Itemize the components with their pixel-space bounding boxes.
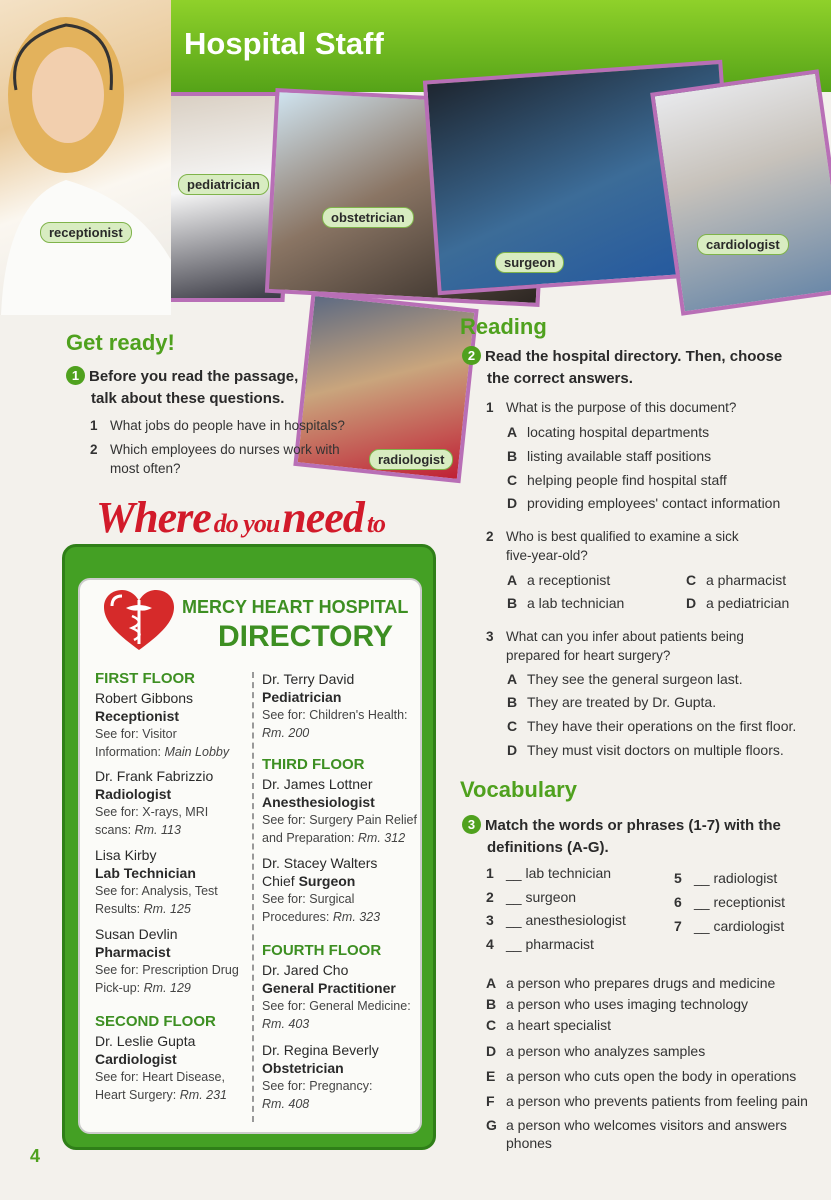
answer-option[interactable]: D They must visit doctors on multiple floors. bbox=[507, 742, 784, 758]
option-text: a receptionist bbox=[527, 572, 611, 588]
option-text: locating hospital departments bbox=[527, 424, 710, 440]
entry-room: Main Lobby bbox=[164, 745, 230, 759]
entry-name: Susan Devlin bbox=[95, 926, 178, 942]
definition-text: a person who prevents patients from feeling pain bbox=[506, 1093, 808, 1109]
entry-name: Dr. Terry David bbox=[262, 671, 355, 687]
label-receptionist: receptionist bbox=[40, 222, 132, 243]
vocab-word: 3 __ anesthesiologist bbox=[486, 912, 626, 928]
entry-see-for: See for: Pregnancy: bbox=[262, 1079, 373, 1093]
entry-room: Rm. 323 bbox=[332, 910, 381, 924]
entry-see-for: Results: bbox=[95, 902, 144, 916]
word-text: cardiologist bbox=[713, 918, 785, 934]
entry-see-for: See for: General Medicine: bbox=[262, 999, 411, 1013]
label-radiologist: radiologist bbox=[369, 449, 453, 470]
reading-question-1 bbox=[486, 398, 736, 417]
title-word: do you bbox=[213, 509, 280, 538]
entry-see-for: and Preparation: bbox=[262, 831, 358, 845]
definition: E a person who cuts open the body in operations bbox=[486, 1068, 797, 1084]
question-number: 1 bbox=[90, 418, 98, 433]
vocabulary-heading: Vocabulary bbox=[460, 777, 577, 802]
receptionist-figure bbox=[0, 0, 171, 315]
definition-text: a person who uses imaging technology bbox=[506, 996, 749, 1012]
entry-see-for: scans: bbox=[95, 823, 135, 837]
option-text: listing available staff positions bbox=[527, 448, 712, 464]
option-text: They have their operations on the first floor. bbox=[527, 718, 797, 734]
answer-option[interactable]: B listing available staff positions bbox=[507, 448, 712, 464]
entry-see-for: Procedures: bbox=[262, 910, 333, 924]
definition-text: a person who welcomes visitors and answers bbox=[506, 1117, 787, 1133]
question-number: 3 bbox=[486, 629, 494, 644]
entry-see-for: See for: Analysis, Test bbox=[95, 884, 218, 898]
entry-role: Anesthesiologist bbox=[262, 794, 375, 810]
entry-name: Dr. Jared Cho bbox=[262, 962, 349, 978]
entry-see-for: Information: bbox=[95, 745, 165, 759]
entry-room: Rm. 231 bbox=[179, 1088, 228, 1102]
floor-heading-first: FIRST FLOOR bbox=[95, 670, 195, 687]
question-text: Which employees do nurses work with bbox=[110, 442, 340, 457]
task-text-line1: Read the hospital directory. Then, choose bbox=[485, 348, 783, 365]
task-text-line2: the correct answers. bbox=[487, 370, 633, 387]
floor-heading-second: SECOND FLOOR bbox=[95, 1013, 216, 1030]
directory-entry bbox=[95, 846, 263, 918]
definition-text: a person who cuts open the body in operations bbox=[506, 1068, 797, 1084]
directory-entry bbox=[95, 1032, 263, 1104]
label-obstetrician: obstetrician bbox=[322, 207, 414, 228]
definition-text: a heart specialist bbox=[506, 1017, 612, 1033]
option-text: They must visit doctors on multiple floors. bbox=[527, 742, 784, 758]
heart-caduceus-logo bbox=[104, 590, 174, 652]
vocab-word: 6 __ receptionist bbox=[674, 894, 786, 910]
directory-entry bbox=[95, 925, 263, 997]
definition: G a person who welcomes visitors and answers phones bbox=[486, 1117, 787, 1151]
option-text: They are treated by Dr. Gupta. bbox=[527, 694, 717, 710]
entry-name: Dr. James Lottner bbox=[262, 776, 373, 792]
answer-option[interactable]: C They have their operations on the first floor. bbox=[507, 718, 797, 734]
answer-option[interactable]: A They see the general surgeon last. bbox=[507, 671, 743, 687]
definition: A a person who prepares drugs and medicine bbox=[486, 975, 776, 991]
title-word: Where bbox=[96, 493, 211, 542]
directory-entry bbox=[95, 689, 263, 761]
definition-text: a person who analyzes samples bbox=[506, 1043, 706, 1059]
reading-heading: Reading bbox=[460, 314, 547, 339]
directory-entry bbox=[262, 670, 430, 742]
entry-name: Dr. Stacey Walters bbox=[262, 855, 378, 871]
label-pediatrician: pediatrician bbox=[178, 174, 269, 195]
word-text: radiologist bbox=[713, 870, 778, 886]
vocab-word: 4 __ pharmacist bbox=[486, 936, 594, 952]
entry-see-for: See for: Children's Health: bbox=[262, 708, 408, 722]
task-text-line1: Before you read the passage, bbox=[89, 368, 299, 385]
answer-option[interactable]: D a pediatrician bbox=[686, 595, 790, 611]
entry-role-prefix: Chief bbox=[262, 873, 299, 889]
word-text: anesthesiologist bbox=[525, 912, 626, 928]
label-surgeon: surgeon bbox=[495, 252, 564, 273]
question-text-cont: most often? bbox=[110, 461, 181, 476]
entry-see-for: See for: Surgery Pain Relief bbox=[262, 813, 417, 827]
entry-see-for: See for: Prescription Drug bbox=[95, 963, 239, 977]
directory-entry bbox=[262, 854, 430, 926]
directory-title: DIRECTORY bbox=[218, 620, 394, 653]
entry-role: Cardiologist bbox=[95, 1051, 177, 1067]
task-number: 2 bbox=[462, 346, 481, 365]
answer-option[interactable]: C a pharmacist bbox=[686, 572, 787, 588]
get-ready-heading: Get ready! bbox=[66, 330, 175, 355]
reading-question-2 bbox=[486, 527, 739, 565]
entry-see-for: See for: Heart Disease, bbox=[95, 1070, 225, 1084]
definition: D a person who analyzes samples bbox=[486, 1043, 706, 1059]
word-text: lab technician bbox=[525, 865, 612, 881]
vocab-word: 5 __ radiologist bbox=[674, 870, 778, 886]
word-text: pharmacist bbox=[525, 936, 594, 952]
label-cardiologist: cardiologist bbox=[697, 234, 789, 255]
vocabulary-task bbox=[462, 815, 822, 859]
vocab-word: 2 __ surgeon bbox=[486, 889, 577, 905]
question-number: 1 bbox=[486, 400, 494, 415]
answer-option[interactable]: C helping people find hospital staff bbox=[507, 472, 727, 488]
entry-role: Receptionist bbox=[95, 708, 180, 724]
entry-room: Rm. 113 bbox=[134, 823, 181, 837]
answer-blank[interactable]: __ bbox=[694, 870, 710, 886]
answer-option[interactable]: A locating hospital departments bbox=[507, 424, 710, 440]
entry-role: Surgeon bbox=[298, 873, 356, 889]
option-text: a pharmacist bbox=[706, 572, 787, 588]
directory-entry bbox=[262, 775, 424, 847]
unit-title: Hospital Staff bbox=[184, 26, 384, 61]
answer-blank[interactable]: __ bbox=[506, 912, 522, 928]
question-number: 2 bbox=[486, 529, 494, 544]
option-text: a pediatrician bbox=[706, 595, 790, 611]
cardiologist-photo bbox=[650, 69, 831, 315]
definition: B a person who uses imaging technology bbox=[486, 996, 749, 1012]
answer-option[interactable]: D providing employees' contact information bbox=[507, 495, 781, 511]
directory-entry bbox=[262, 1041, 430, 1113]
entry-role: Radiologist bbox=[95, 786, 172, 802]
entry-name: Dr. Frank Fabrizzio bbox=[95, 768, 214, 784]
directory-entry bbox=[95, 767, 263, 839]
entry-room: Rm. 403 bbox=[262, 1017, 310, 1031]
option-text: They see the general surgeon last. bbox=[527, 671, 743, 687]
definition-text-cont: phones bbox=[506, 1135, 552, 1151]
entry-role: Pediatrician bbox=[262, 689, 342, 705]
answer-option[interactable]: A a receptionist bbox=[507, 572, 611, 588]
option-text: a lab technician bbox=[527, 595, 625, 611]
word-text: surgeon bbox=[525, 889, 577, 905]
page-number: 4 bbox=[30, 1146, 41, 1166]
task-text-line1: Match the words or phrases (1-7) with the bbox=[485, 817, 781, 834]
question-number: 2 bbox=[90, 442, 98, 457]
answer-blank[interactable]: __ bbox=[506, 865, 522, 881]
entry-see-for: Pick-up: bbox=[95, 981, 144, 995]
entry-see-for: See for: X-rays, MRI bbox=[95, 805, 209, 819]
word-text: receptionist bbox=[713, 894, 786, 910]
question-text: What can you infer about patients being bbox=[506, 629, 744, 644]
entry-room: Rm. 129 bbox=[143, 981, 191, 995]
entry-see-for: See for: Surgical bbox=[262, 892, 355, 906]
entry-name: Lisa Kirby bbox=[95, 847, 157, 863]
get-ready-question-2 bbox=[90, 440, 370, 478]
title-word: to bbox=[366, 509, 386, 538]
answer-blank[interactable]: __ bbox=[694, 918, 710, 934]
entry-see-for: Heart Surgery: bbox=[95, 1088, 180, 1102]
get-ready-task bbox=[66, 366, 326, 410]
hospital-name: MERCY HEART HOSPITAL bbox=[182, 597, 409, 617]
entry-name: Dr. Regina Beverly bbox=[262, 1042, 379, 1058]
answer-blank[interactable]: __ bbox=[694, 894, 710, 910]
entry-role: Lab Technician bbox=[95, 865, 196, 881]
entry-room: Rm. 312 bbox=[357, 831, 406, 845]
task-text-line2: talk about these questions. bbox=[91, 390, 285, 407]
question-text-cont: five-year-old? bbox=[506, 548, 588, 563]
reading-question-3 bbox=[486, 627, 744, 665]
entry-see-for: See for: Visitor bbox=[95, 727, 177, 741]
task-text-line2: definitions (A-G). bbox=[487, 839, 609, 856]
option-text: providing employees' contact information bbox=[527, 495, 781, 511]
question-text: Who is best qualified to examine a sick bbox=[506, 529, 739, 544]
answer-blank[interactable]: __ bbox=[506, 936, 522, 952]
entry-name: Dr. Leslie Gupta bbox=[95, 1033, 196, 1049]
vocab-word: 7 __ cardiologist bbox=[674, 918, 785, 934]
floor-heading-fourth: FOURTH FLOOR bbox=[262, 942, 382, 959]
entry-room: Rm. 408 bbox=[262, 1097, 310, 1111]
option-text: helping people find hospital staff bbox=[527, 472, 727, 488]
task-number: 3 bbox=[462, 815, 481, 834]
directory-entry bbox=[262, 961, 430, 1033]
definition: F a person who prevents patients from feeling pain bbox=[486, 1093, 808, 1109]
definition: C a heart specialist bbox=[486, 1017, 612, 1033]
question-text: What is the purpose of this document? bbox=[506, 400, 737, 415]
question-text-cont: prepared for heart surgery? bbox=[506, 648, 671, 663]
entry-name: Robert Gibbons bbox=[95, 690, 194, 706]
question-text: What jobs do people have in hospitals? bbox=[110, 418, 345, 433]
reading-task bbox=[462, 346, 822, 390]
entry-role: Obstetrician bbox=[262, 1060, 344, 1076]
answer-blank[interactable]: __ bbox=[506, 889, 522, 905]
entry-room: Rm. 200 bbox=[262, 726, 310, 740]
vocab-word: 1 __ lab technician bbox=[486, 865, 612, 881]
entry-role: General Practitioner bbox=[262, 980, 396, 996]
get-ready-question-1 bbox=[90, 416, 345, 435]
answer-option[interactable]: B a lab technician bbox=[507, 595, 625, 611]
task-number: 1 bbox=[66, 366, 85, 385]
receptionist-photo bbox=[0, 0, 171, 315]
title-word: need bbox=[282, 493, 364, 542]
definition-text: a person who prepares drugs and medicine bbox=[506, 975, 776, 991]
entry-role: Pharmacist bbox=[95, 944, 171, 960]
answer-option[interactable]: B They are treated by Dr. Gupta. bbox=[507, 694, 717, 710]
entry-room: Rm. 125 bbox=[143, 902, 191, 916]
floor-heading-third: THIRD FLOOR bbox=[262, 756, 365, 773]
